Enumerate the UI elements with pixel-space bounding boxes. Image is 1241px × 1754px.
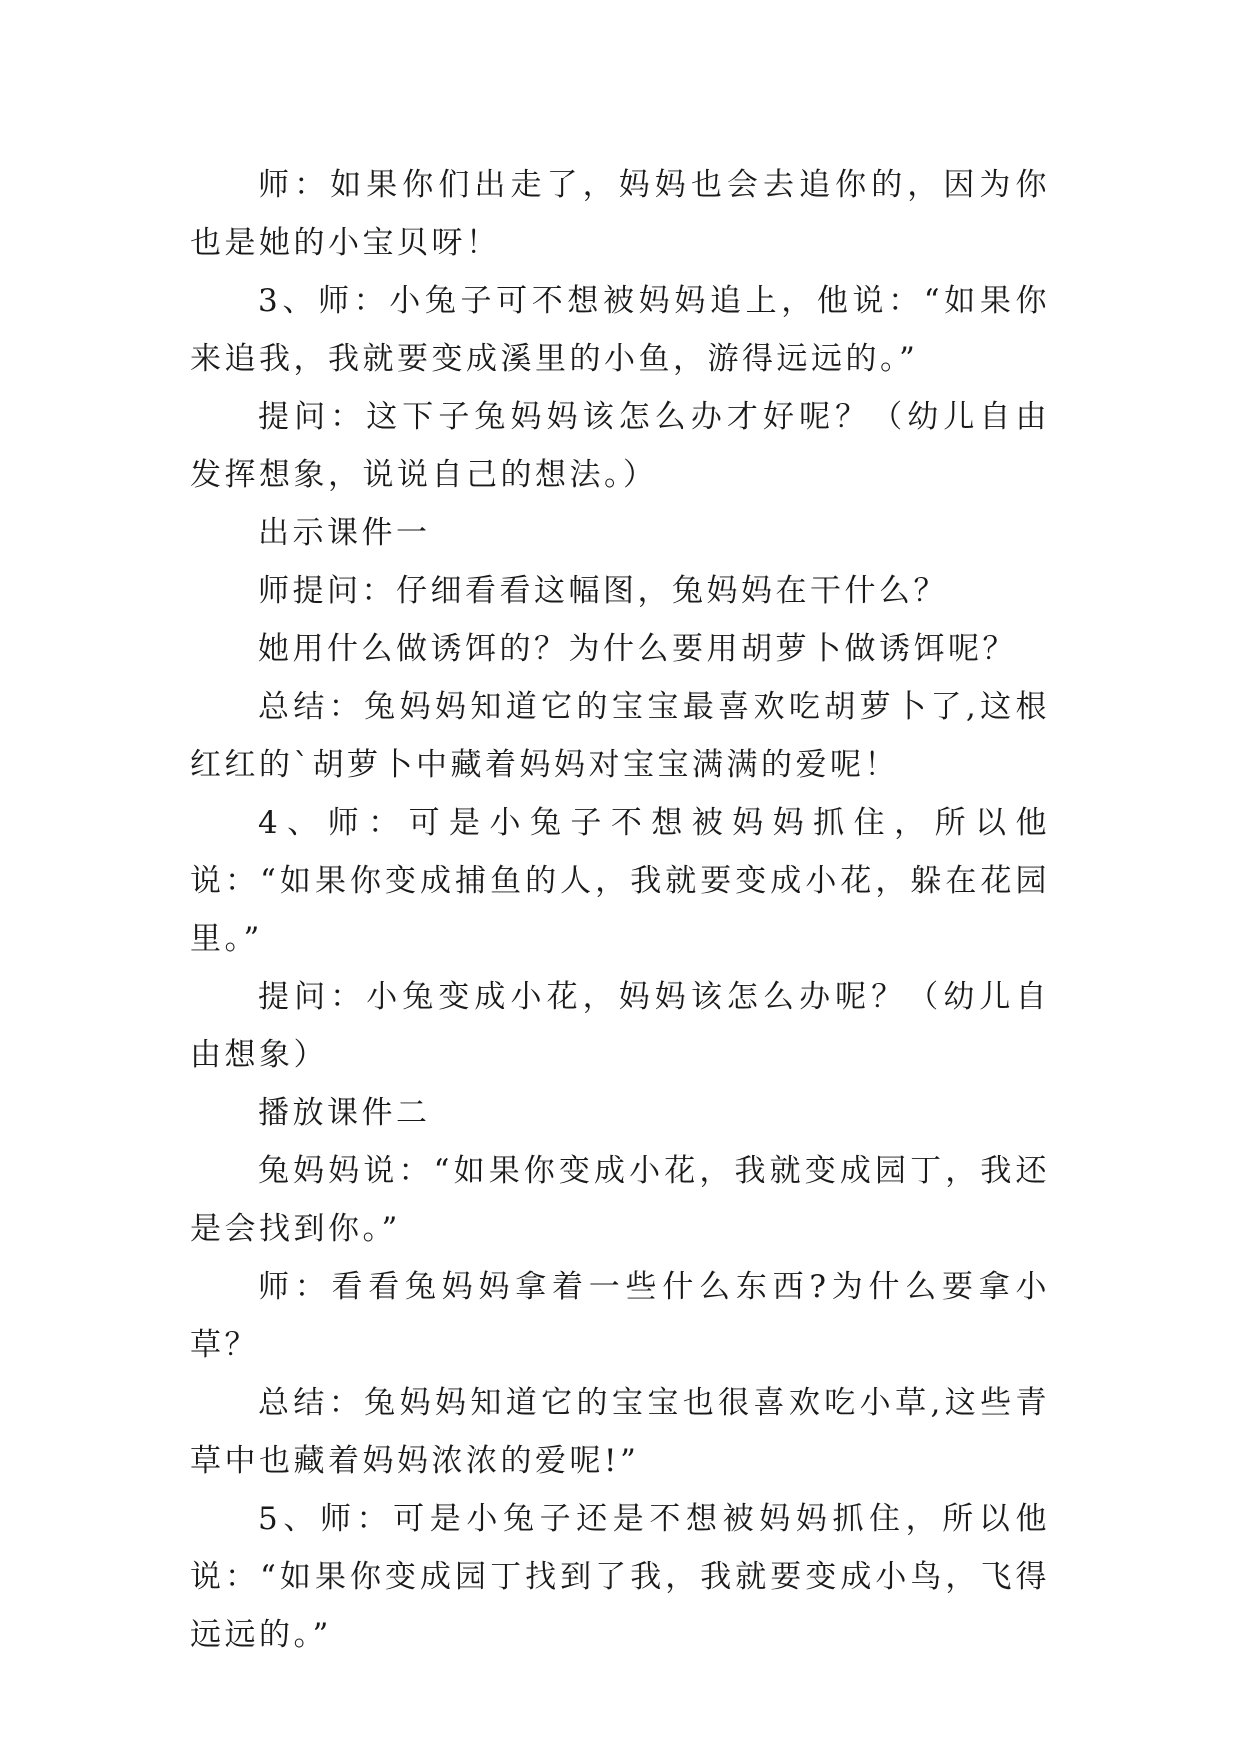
paragraph: 她用什么做诱饵的？为什么要用胡萝卜做诱饵呢？ <box>258 631 1017 667</box>
paragraph: 师：看看兔妈妈拿着一些什么东西?为什么要拿小草？ <box>190 1269 1050 1363</box>
paragraph: 播放课件二 <box>258 1095 431 1131</box>
paragraph: 提问：小兔变成小花，妈妈该怎么办呢？（幼儿自由想象） <box>190 979 1050 1073</box>
paragraph: 总结：兔妈妈知道它的宝宝也很喜欢吃小草,这些青草中也藏着妈妈浓浓的爱呢!” <box>190 1385 1050 1479</box>
paragraph: 师提问：仔细看看这幅图，兔妈妈在干什么？ <box>258 573 948 609</box>
paragraph: 总结：兔妈妈知道它的宝宝最喜欢吃胡萝卜了,这根红红的`胡萝卜中藏着妈妈对宝宝满满的爱呢！ <box>190 689 1050 783</box>
paragraph: 提问：这下子兔妈妈该怎么办才好呢？（幼儿自由发挥想象，说说自己的想法。） <box>190 399 1050 493</box>
paragraph: 3、师：小兔子可不想被妈妈追上，他说：“如果你来追我，我就要变成溪里的小鱼，游得远远的。” <box>190 283 1050 377</box>
paragraph: 4、师：可是小兔子不想被妈妈抓住，所以他说：“如果你变成捕鱼的人，我就要变成小花，躲在花园里。” <box>190 805 1050 957</box>
document-body <box>190 156 1050 1664</box>
paragraph: 出示课件一 <box>258 515 431 551</box>
paragraph: 兔妈妈说：“如果你变成小花，我就变成园丁，我还是会找到你。” <box>190 1153 1050 1247</box>
paragraph: 师：如果你们出走了，妈妈也会去追你的，因为你也是她的小宝贝呀！ <box>190 167 1050 261</box>
paragraph: 5、师：可是小兔子还是不想被妈妈抓住，所以他说：“如果你变成园丁找到了我，我就要变成小鸟，飞得远远的。” <box>190 1501 1050 1653</box>
